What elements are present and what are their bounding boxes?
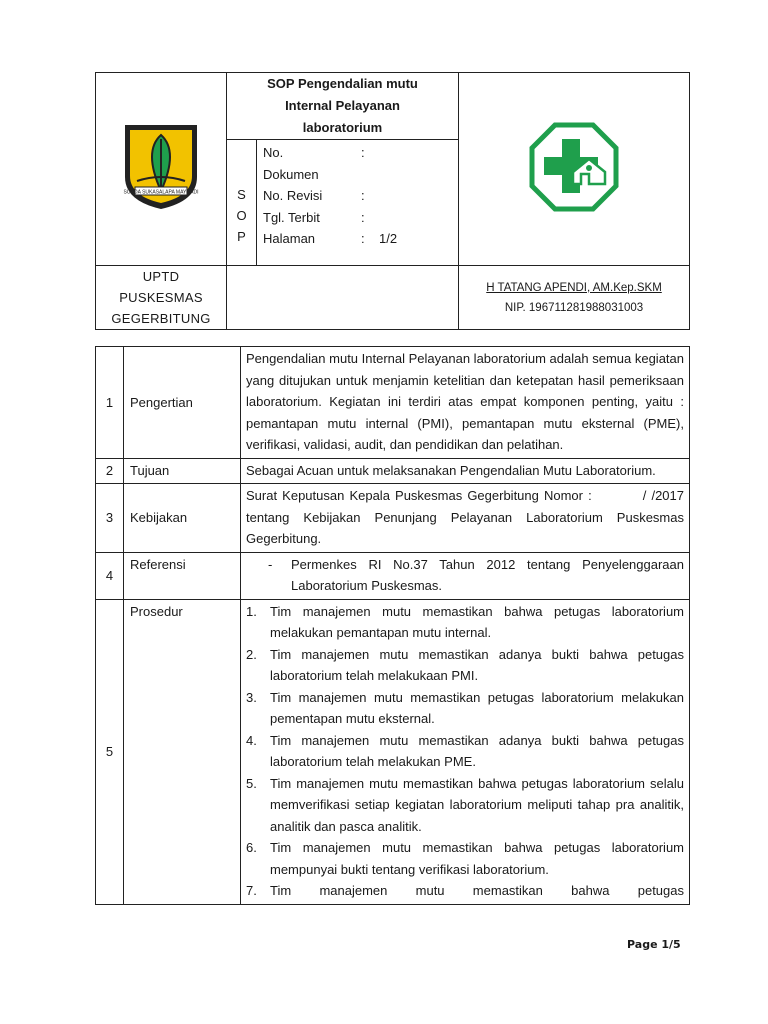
meta-dokumen: Dokumen xyxy=(263,166,319,182)
list-item: 6. Tim manajemen mutu memastikan bahwa petugas laboratorium mempunyai bukti tentang verifikasi laboratorium. xyxy=(246,840,684,877)
meta-no: No. : xyxy=(263,145,365,160)
row-number: 2 xyxy=(96,458,124,484)
list-item: 3. Tim manajemen mutu memastikan petugas laboratorium melakukan pementapan mutu eksternal. xyxy=(246,689,684,726)
meta-halaman: Halaman : 1/2 xyxy=(263,231,398,246)
row-label: Pengertian xyxy=(124,347,241,459)
signer-name: H TATANG APENDI, AM.Kep.SKM xyxy=(486,281,662,294)
row-label: Referensi xyxy=(124,552,241,599)
page-number: Page 1/5 xyxy=(627,938,681,951)
list-item: 5. Tim manajemen mutu memastikan bahwa petugas laboratorium selalu memverifikasi setiap kegiatan laboratorium meliputi tahap pra analitik, analitik dan pasca analitik. xyxy=(246,775,684,834)
regency-crest-icon xyxy=(121,121,201,213)
sop-header-table xyxy=(95,72,690,330)
row-number: 4 xyxy=(96,552,124,599)
sop-content-table xyxy=(95,346,690,905)
list-item: 2. Tim manajemen mutu memastikan adanya bukti bahwa petugas laboratorium telah melakukaan PMI. xyxy=(246,646,684,683)
row-number: 1 xyxy=(96,347,124,459)
organization-name: UPTD PUSKESMAS GEGERBITUNG xyxy=(96,266,227,330)
row-label: Prosedur xyxy=(124,599,241,904)
list-item: 1. Tim manajemen mutu memastikan bahwa petugas laboratorium melakukan pemantapan mutu internal. xyxy=(246,603,684,640)
puskesmas-logo-cell xyxy=(459,73,690,266)
row-number: 3 xyxy=(96,484,124,553)
document-meta xyxy=(257,140,459,266)
sop-vertical-label: S O P xyxy=(227,140,257,266)
list-item: 4. Tim manajemen mutu memastikan adanya bukti bahwa petugas laboratorium telah melakukan PME. xyxy=(246,732,684,769)
procedure-list xyxy=(241,599,690,904)
table-row xyxy=(96,599,690,904)
signer-block xyxy=(459,266,690,330)
row-text: Pengendalian mutu Internal Pelayanan laboratorium adalah semua kegiatan yang ditujukan untuk menjamin ketelitian dan ketepatan hasil pemeriksaan laboratorium. Kegiatan ini terdiri atas empat komponen penting, yaitu : pemantapan mutu internal (PMI), pemantapan mutu eksternal (PME), verifikasi, validasi, audit, dan pendidikan dan pelatihan. xyxy=(241,347,690,459)
row-label: Tujuan xyxy=(124,458,241,484)
svg-text:SUNDA SUKASALAPA MAY JADI: SUNDA SUKASALAPA MAY JADI xyxy=(123,189,199,195)
row-text: Surat Keputusan Kepala Puskesmas Gegerbitung Nomor : / /2017 tentang Kebijakan Penunjang Pelayanan Laboratorium Puskesmas Gegerbitung. xyxy=(241,484,690,553)
row-label: Kebijakan xyxy=(124,484,241,553)
row-text: - Permenkes RI No.37 Tahun 2012 tentang Penyelenggaraan Laboratorium Puskesmas. xyxy=(241,552,690,599)
table-row xyxy=(96,484,690,553)
row-number: 5 xyxy=(96,599,124,904)
row-text: Sebagai Acuan untuk melaksanakan Pengendalian Mutu Laboratorium. xyxy=(241,458,690,484)
document-title: SOP Pengendalian mutu Internal Pelayanan laboratorium xyxy=(227,73,459,140)
puskesmas-logo-icon xyxy=(529,122,619,212)
table-row xyxy=(96,552,690,599)
regency-crest-cell xyxy=(96,73,227,266)
signer-nip: NIP. 196711281988031003 xyxy=(504,301,644,314)
table-row xyxy=(96,347,690,459)
list-item: 7. Tim manajemen mutu memastikan bahwa petugas xyxy=(246,883,684,898)
meta-revisi: No. Revisi : xyxy=(263,188,365,203)
meta-tgl-terbit: Tgl. Terbit : xyxy=(263,209,365,225)
table-row xyxy=(96,458,690,484)
empty-cell xyxy=(227,266,459,330)
